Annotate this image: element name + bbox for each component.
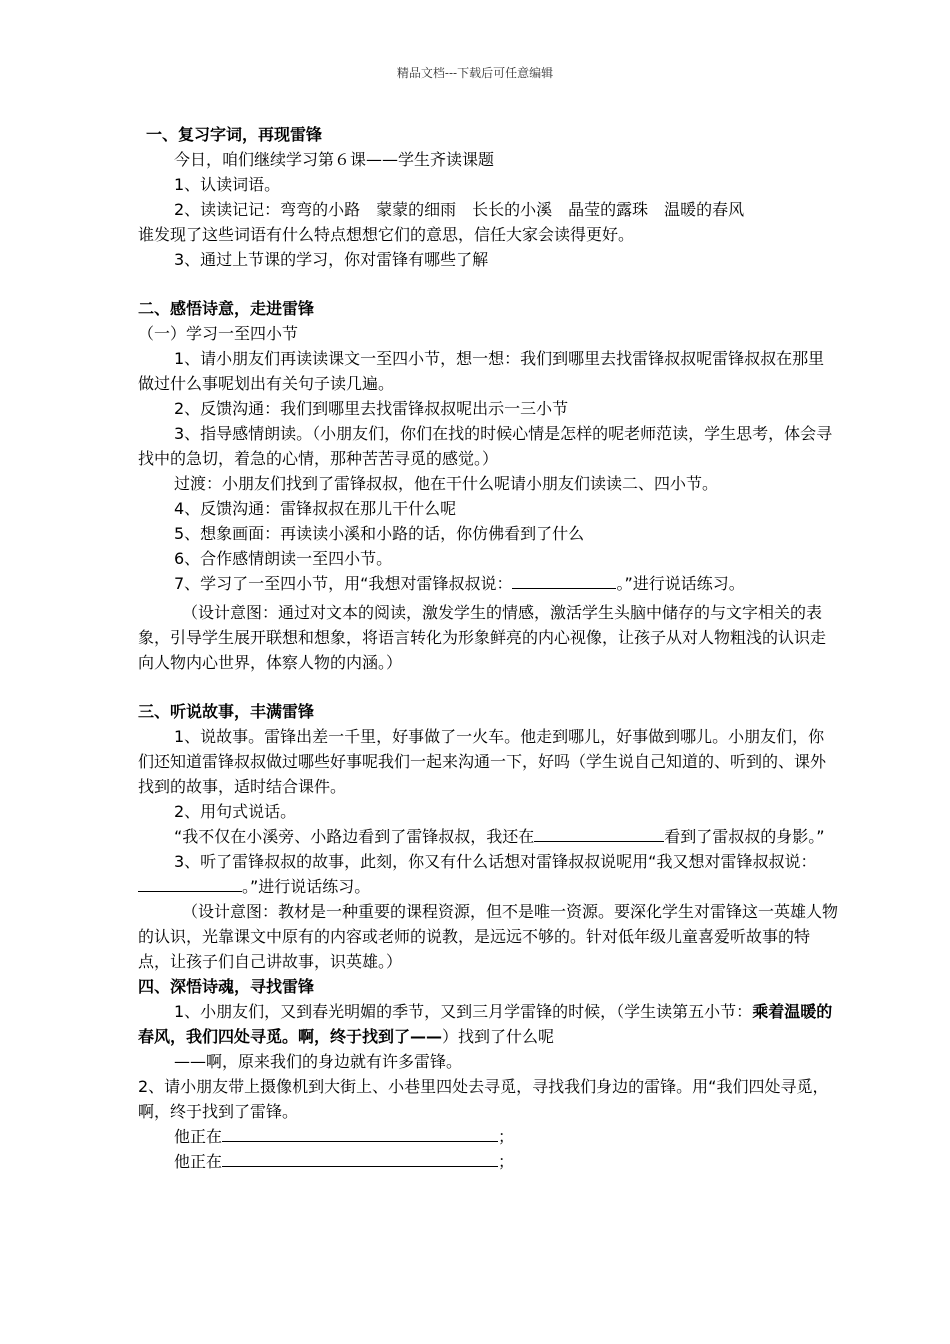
section-2-para: 过渡：小朋友们找到了雷锋叔叔，他在干什么呢请小朋友们读读二、四小节。 <box>174 474 719 493</box>
fill-in-blank <box>222 1124 498 1142</box>
section-1-para: 3、通过上节课的学习，你对雷锋有哪些了解 <box>174 250 489 269</box>
fill-in-blank <box>222 1149 498 1167</box>
section-4-para: ——啊，原来我们的身边就有许多雷锋。 <box>174 1052 463 1071</box>
text-segment: ； <box>498 1152 515 1171</box>
section-4-para: 2、请小朋友带上摄像机到大街上、小巷里四处去寻觅，寻找我们身边的雷锋。用“我们四处寻觅，啊，终于找到了雷锋。 <box>138 1077 829 1121</box>
section-2-para: 6、合作感情朗读一至四小节。 <box>174 549 393 568</box>
fill-in-blank <box>534 824 664 842</box>
section-2-subtitle: （一）学习一至四小节 <box>138 324 299 343</box>
page-header: 精品文档---下载后可任意编辑 <box>396 66 554 80</box>
section-1-para: 今日，咱们继续学习第６课——学生齐读课题 <box>174 150 495 169</box>
section-1-para: 谁发现了这些词语有什么特点想想它们的意思，信任大家会读得更好。 <box>138 225 635 244</box>
text-segment: ； <box>498 1127 515 1146</box>
document-body <box>138 122 838 1174</box>
section-2-para: 2、反馈沟通：我们到哪里去找雷锋叔叔呢出示一三小节 <box>174 399 569 418</box>
text-segment: 他正在 <box>174 1127 223 1146</box>
text-segment: 他正在 <box>174 1152 223 1171</box>
section-4-para <box>138 999 838 1049</box>
fill-line <box>138 1124 838 1149</box>
section-3-para-with-blank <box>138 849 838 899</box>
fill-in-blank <box>512 571 616 589</box>
section-3-para-with-blank <box>138 824 838 849</box>
fill-line <box>138 1149 838 1174</box>
text-segment: “我不仅在小溪旁、小路边看到了雷锋叔叔，我还在 <box>174 827 535 846</box>
text-segment: 1、小朋友们，又到春光明媚的季节，又到三月学雷锋的时候，（学生读第五小节： <box>174 1002 753 1021</box>
fill-in-blank <box>138 874 242 892</box>
section-1-title: 一、复习字词，再现雷锋 <box>146 125 323 144</box>
text-segment: 看到了雷叔叔的身影。” <box>664 827 825 846</box>
design-intent-note: （设计意图：教材是一种重要的课程资源，但不是唯一资源。要深化学生对雷锋这一英雄人物的认识，光靠课文中原有的内容或老师的说教，是远远不够的。针对低年级儿童喜爱听故事的特点，让孩子们自己讲故事，识英雄。） <box>138 902 839 971</box>
section-2-para: 1、请小朋友们再读读课文一至四小节，想一想：我们到哪里去找雷锋叔叔呢雷锋叔叔在那里做过什么事呢划出有关句子读几遍。 <box>138 349 825 393</box>
section-4-title: 四、深悟诗魂，寻找雷锋 <box>138 977 315 996</box>
section-3-title: 三、听说故事，丰满雷锋 <box>138 702 315 721</box>
text-segment: ）找到了什么呢 <box>442 1027 555 1046</box>
section-2-para-with-blank <box>138 571 838 596</box>
section-2-para: 5、想象画面：再读读小溪和小路的话，你仿佛看到了什么 <box>174 524 585 543</box>
section-1-para: 2、读读记记：弯弯的小路 蒙蒙的细雨 长长的小溪 晶莹的露珠 温暖的春风 <box>174 200 745 219</box>
text-segment: 3、听了雷锋叔叔的故事，此刻，你又有什么话想对雷锋叔叔说呢用“我又想对雷锋叔叔说： <box>174 852 817 871</box>
section-3-para: 2、用句式说话。 <box>174 802 297 821</box>
section-1-para: 1、认读词语。 <box>174 175 281 194</box>
text-segment: 。”进行说话练习。 <box>242 877 371 896</box>
section-3-para: 1、说故事。雷锋出差一千里，好事做了一火车。他走到哪儿，好事做到哪儿。小朋友们，你们还知道雷锋叔叔做过哪些好事呢我们一起来沟通一下，好吗（学生说自己知道的、听到的、课外找到的故事，适时结合课件。 <box>138 727 827 796</box>
section-2-para: 4、反馈沟通：雷锋叔叔在那儿干什么呢 <box>174 499 457 518</box>
bold-quote: 乘着温暖的春风，我们四处寻觅。啊，终于找到了—— <box>138 1002 833 1046</box>
text-segment: 7、学习了一至四小节，用“我想对雷锋叔叔说： <box>174 574 513 593</box>
text-segment: 。”进行说话练习。 <box>616 574 745 593</box>
section-2-para: 3、指导感情朗读。（小朋友们，你们在找的时候心情是怎样的呢老师范读，学生思考，体会寻找中的急切，着急的心情，那种苦苦寻觅的感觉。） <box>138 424 833 468</box>
section-2-title: 二、感悟诗意，走进雷锋 <box>138 299 315 318</box>
design-intent-note: （设计意图：通过对文本的阅读，激发学生的情感，激活学生头脑中储存的与文字相关的表象，引导学生展开联想和想象，将语言转化为形象鲜亮的内心视像，让孩子从对人物粗浅的认识走向人物内心世界，体察人物的内涵。） <box>138 603 827 672</box>
